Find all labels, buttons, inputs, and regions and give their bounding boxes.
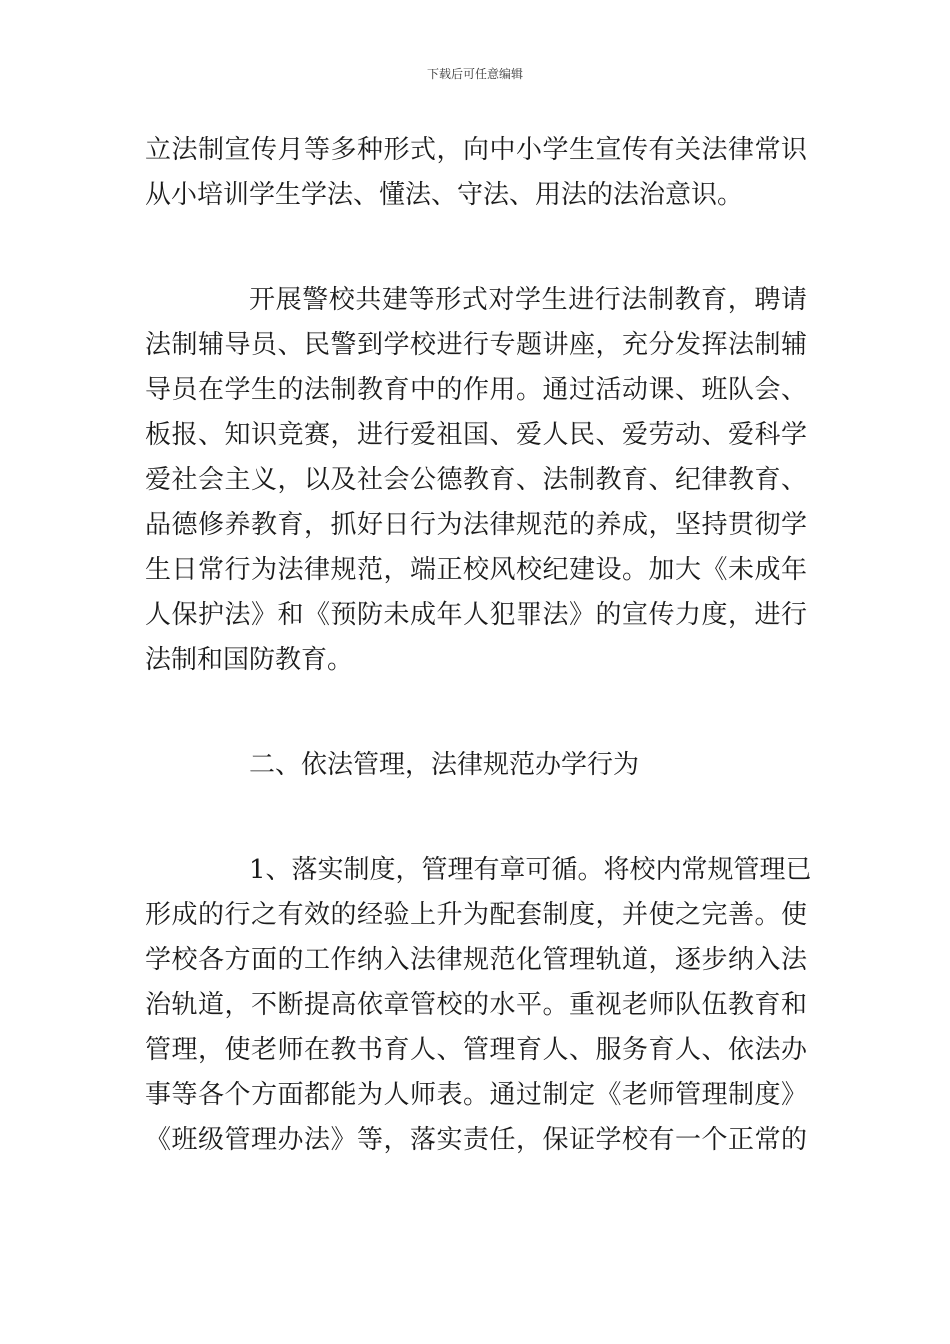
text-line: 事等各个方面都能为人师表。通过制定《老师管理制度》 <box>145 1080 807 1110</box>
text-line: 开展警校共建等形式对学生进行法制教育，聘请 <box>249 285 807 315</box>
section-heading <box>145 743 807 788</box>
text-line: 立法制宣传月等多种形式，向中小学生宣传有关法律常识 <box>145 135 807 165</box>
text-line: 导员在学生的法制教育中的作用。通过活动课、班队会、 <box>145 375 807 405</box>
text-line: 治轨道，不断提高依章管校的水平。重视老师队伍教育和 <box>145 990 807 1020</box>
paragraph-2 <box>145 278 807 683</box>
text-line: 形成的行之有效的经验上升为配套制度，并使之完善。使 <box>145 900 807 930</box>
document-body <box>145 128 812 1163</box>
heading-line: 二、依法管理，法律规范办学行为 <box>249 750 640 780</box>
text-line: 管理，使老师在教书育人、管理育人、服务育人、依法办 <box>145 1035 807 1065</box>
text-line: 爱社会主义，以及社会公德教育、法制教育、纪律教育、 <box>145 465 807 495</box>
page-header: 下载后可任意编辑 <box>426 67 523 81</box>
paragraph-3 <box>145 848 812 1163</box>
text-line: 板报、知识竞赛，进行爱祖国、爱人民、爱劳动、爱科学 <box>145 420 807 450</box>
text-line: 从小培训学生学法、懂法、守法、用法的法治意识。 <box>145 180 744 210</box>
paragraph-1 <box>145 128 807 218</box>
text-line: 1、落实制度，管理有章可循。将校内常规管理已 <box>249 855 812 885</box>
text-line: 学校各方面的工作纳入法律规范化管理轨道，逐步纳入法 <box>145 945 807 975</box>
text-line: 人保护法》和《预防未成年人犯罪法》的宣传力度，进行 <box>145 600 807 630</box>
text-line: 法制和国防教育。 <box>145 645 354 675</box>
text-line: 法制辅导员、民警到学校进行专题讲座，充分发挥法制辅 <box>145 330 807 360</box>
text-line: 《班级管理办法》等，落实责任，保证学校有一个正常的 <box>145 1125 807 1155</box>
text-line: 品德修养教育，抓好日行为法律规范的养成，坚持贯彻学 <box>145 510 807 540</box>
text-line: 生日常行为法律规范，端正校风校纪建设。加大《未成年 <box>145 555 807 585</box>
